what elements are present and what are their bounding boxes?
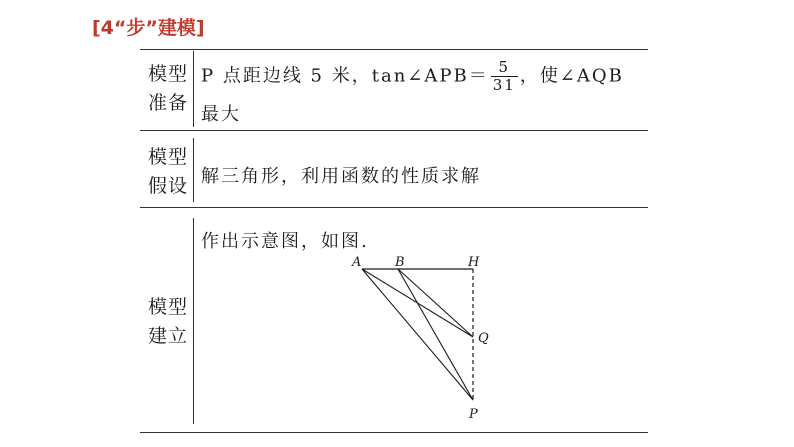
- row-rule-1: [140, 130, 648, 131]
- table-bottom-rule: [140, 432, 648, 433]
- row-content-model-assumption: 解三角形，利用函数的性质求解: [201, 166, 481, 187]
- point-label-A: A: [352, 255, 362, 270]
- label-line: 模型: [147, 146, 188, 168]
- row-label-model-prep: [146, 60, 190, 118]
- fraction-numerator: 5: [491, 59, 518, 77]
- fraction: [491, 59, 518, 94]
- segment-BQ: [398, 269, 473, 337]
- fraction-denominator: 31: [492, 76, 516, 94]
- label-line: 模型: [147, 296, 188, 318]
- table-top-rule: [140, 49, 648, 50]
- condition-text: P 点距边线 5 米，tan∠APB＝: [201, 65, 489, 87]
- condition-text-tail: ，使∠AQB: [519, 65, 624, 87]
- point-label-H: H: [468, 255, 480, 270]
- segment-AP: [362, 269, 473, 400]
- row-label-model-build: [146, 293, 190, 351]
- geometry-figure: [340, 248, 500, 428]
- row-content-model-build: 作出示意图，如图.: [201, 231, 369, 252]
- row-divider-1: [193, 51, 194, 127]
- label-line: 建立: [147, 325, 188, 347]
- point-label-Q: Q: [478, 331, 489, 346]
- segment-BP: [398, 269, 473, 400]
- point-label-P: P: [469, 407, 478, 422]
- point-label-B: B: [395, 255, 405, 270]
- row-label-model-assumption: [146, 143, 190, 201]
- section-heading: [4“步”建模]: [92, 17, 205, 39]
- row-rule-2: [140, 207, 648, 208]
- row-divider-3: [193, 218, 194, 424]
- row-divider-2: [193, 138, 194, 202]
- label-line: 模型: [147, 63, 188, 85]
- row-content-model-prep: [201, 59, 624, 126]
- label-line: 假设: [147, 175, 188, 197]
- label-line: 准备: [147, 92, 188, 114]
- condition-text-line2: 最大: [201, 104, 241, 125]
